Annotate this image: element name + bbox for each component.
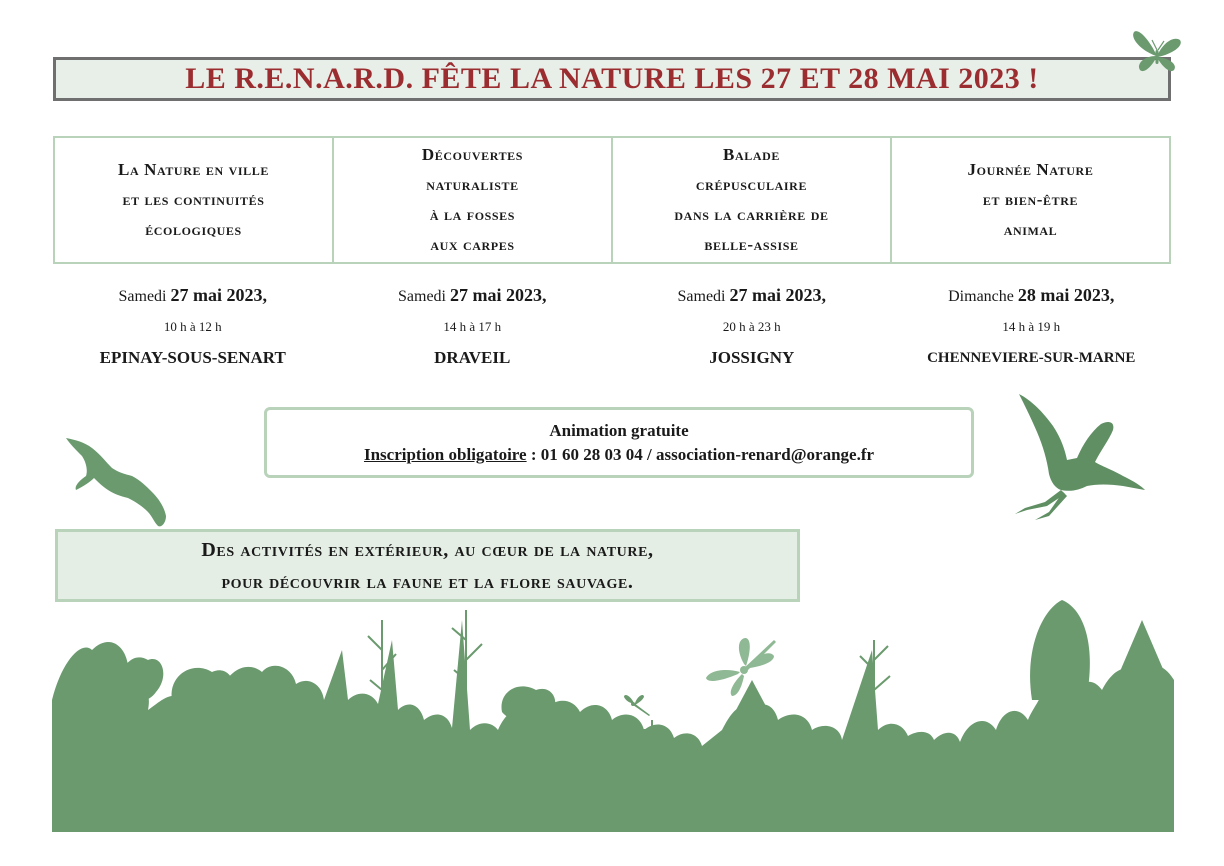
forest-silhouette	[52, 580, 1174, 832]
event-place: EPINAY-SOUS-SENART	[99, 348, 286, 367]
event-date: 28 mai 2023,	[1017, 285, 1115, 305]
event-detail	[892, 280, 1172, 374]
event-date-line	[612, 280, 892, 312]
registration-info-box	[264, 407, 974, 478]
heron-icon	[1005, 390, 1155, 530]
event-date: 27 mai 2023,	[170, 285, 267, 305]
registration-line	[364, 443, 874, 467]
event-title: Découvertes naturaliste à la fosses aux carpes	[421, 145, 524, 254]
event-day: Samedi	[398, 288, 446, 305]
page-title: LE R.E.N.A.R.D. FÊTE LA NATURE LES 27 ET 28 MAI 2023 !	[185, 62, 1039, 95]
activities-line-2: pour découvrir la faune et la flore sauvage.	[221, 570, 634, 593]
event-place: JOSSIGNY	[709, 348, 795, 367]
free-animation-text: Animation gratuite	[549, 420, 689, 440]
event-title: Balade crépusculaire dans la carrière de belle-assise	[674, 145, 829, 254]
title-banner	[53, 57, 1171, 101]
event-date-line	[53, 280, 333, 312]
event-title: Journée Nature et bien-être animal	[967, 160, 1094, 239]
event-time: 14 h à 17 h	[443, 319, 502, 334]
event-date: 27 mai 2023,	[450, 285, 547, 305]
event-place: DRAVEIL	[434, 348, 511, 367]
eagle-icon	[62, 432, 174, 532]
event-time: 14 h à 19 h	[1002, 319, 1061, 334]
registration-contact[interactable]: : 01 60 28 03 04 / association-renard@orange.fr	[526, 444, 875, 464]
event-details	[53, 280, 1171, 374]
event-place: CHENNEVIERE-SUR-MARNE	[927, 350, 1136, 366]
event-day: Dimanche	[948, 288, 1014, 305]
event-day: Samedi	[677, 288, 726, 305]
activities-line-1: Des activités en extérieur, au cœur de la nature,	[201, 538, 654, 561]
event-cell	[613, 138, 892, 262]
event-time: 20 h à 23 h	[722, 319, 781, 334]
event-date-line	[333, 280, 613, 312]
event-detail	[333, 280, 613, 374]
event-cell	[334, 138, 613, 262]
event-date: 27 mai 2023,	[729, 285, 826, 305]
event-title: La Nature en ville et les continuités écologiques	[118, 160, 269, 239]
event-detail	[612, 280, 892, 374]
butterfly-icon	[1128, 24, 1186, 82]
event-day: Samedi	[118, 288, 167, 305]
event-cell	[55, 138, 334, 262]
event-time: 10 h à 12 h	[163, 319, 222, 334]
event-detail	[53, 280, 333, 374]
events-table	[53, 136, 1171, 264]
event-cell	[892, 138, 1169, 262]
event-date-line	[892, 280, 1172, 312]
registration-label: Inscription obligatoire	[363, 444, 527, 464]
